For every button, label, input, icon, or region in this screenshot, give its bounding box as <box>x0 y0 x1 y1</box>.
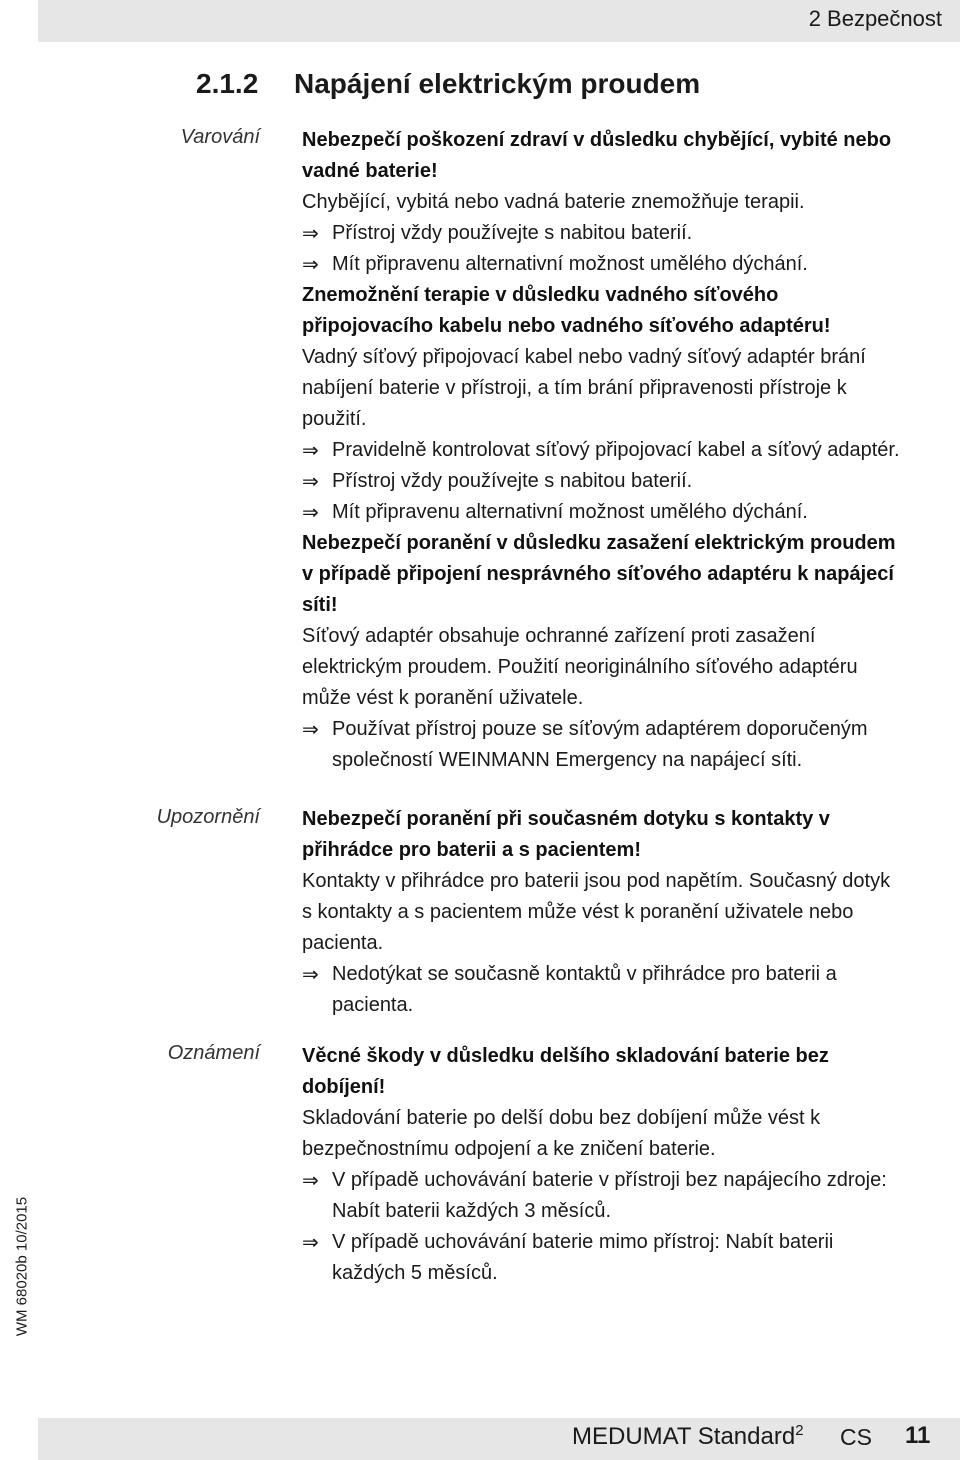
caution-text-line: Kontakty v přihrádce pro baterii jsou pod napětím. Současný dotyk <box>302 870 891 892</box>
caution-heading-line: Nebezpečí poranění při současném dotyku s kontakty v <box>302 808 830 830</box>
notice-text-line: bezpečnostnímu odpojení a ke zničení baterie. <box>302 1138 716 1160</box>
page-number: 11 <box>905 1422 931 1449</box>
document-code: WM 68020b 10/2015 <box>13 1196 31 1337</box>
arrow-icon: ⇒ <box>302 1230 319 1254</box>
warning-block <box>302 125 954 776</box>
warning-text-line: Chybějící, vybitá nebo vadná baterie znemožňuje terapii. <box>302 191 805 213</box>
caution-text-line: pacienta. <box>302 932 384 954</box>
arrow-icon: ⇒ <box>302 1168 319 1192</box>
arrow-icon: ⇒ <box>302 962 319 986</box>
bullet-item: ⇒ Nedotýkat se současně kontaktů v přihrádce pro baterii a pacienta. <box>302 959 954 1021</box>
footer-product <box>572 1422 804 1451</box>
notice-block <box>302 1041 954 1289</box>
caution-text-line: s kontakty a s pacientem může vést k poranění uživatele nebo <box>302 901 854 923</box>
bullet-item: ⇒ V případě uchovávání baterie mimo přístroj: Nabít baterii každých 5 měsíců. <box>302 1227 954 1289</box>
warning-heading-line: síti! <box>302 594 338 616</box>
bullet-item: ⇒ Přístroj vždy používejte s nabitou baterií. <box>302 218 954 249</box>
warning-text-line: elektrickým proudem. Použití neoriginálního síťového adaptéru <box>302 656 858 678</box>
warning-text-line: může vést k poranění uživatele. <box>302 687 584 709</box>
warning-text-line: použití. <box>302 408 367 430</box>
warning-heading-line: připojovacího kabelu nebo vadného síťového adaptéru! <box>302 315 831 337</box>
section-heading <box>196 68 700 100</box>
bullet-item: ⇒ Přístroj vždy používejte s nabitou baterií. <box>302 466 954 497</box>
footer-language: CS <box>840 1424 872 1450</box>
warning-heading-line: Znemožnění terapie v důsledku vadného síťového <box>302 284 779 306</box>
chapter-title: 2 Bezpečnost <box>808 6 942 31</box>
arrow-icon: ⇒ <box>302 469 319 493</box>
product-name: MEDUMAT Standard <box>572 1423 796 1450</box>
warning-heading-line: vadné baterie! <box>302 160 438 182</box>
warning-heading-line: Nebezpečí poškození zdraví v důsledku chybějící, vybité nebo <box>302 129 892 151</box>
warning-label: Varování <box>180 126 260 148</box>
caution-heading-line: přihrádce pro baterii a s pacientem! <box>302 839 641 861</box>
arrow-icon: ⇒ <box>302 252 319 276</box>
arrow-icon: ⇒ <box>302 221 319 245</box>
bullet-item: ⇒ Mít připravenu alternativní možnost umělého dýchání. <box>302 497 954 528</box>
warning-text-line: nabíjení baterie v přístroji, a tím brání připravenosti přístroje k <box>302 377 847 399</box>
bullet-item: ⇒ V případě uchovávání baterie v přístroji bez napájecího zdroje: Nabít baterii každých 3 měsíců. <box>302 1165 954 1227</box>
header-bar <box>38 0 960 42</box>
caution-block <box>302 804 954 1021</box>
warning-text-line: Vadný síťový připojovací kabel nebo vadný síťový adaptér brání <box>302 346 866 368</box>
arrow-icon: ⇒ <box>302 500 319 524</box>
notice-label: Oznámení <box>167 1042 260 1064</box>
product-superscript: 2 <box>795 1422 804 1439</box>
bullet-item: ⇒ Používat přístroj pouze se síťovým adaptérem doporučeným společností WEINMANN Emergency na napájecí síti. <box>302 714 954 776</box>
warning-heading-line: Nebezpečí poranění v důsledku zasažení elektrickým proudem <box>302 532 896 554</box>
bullet-item: ⇒ Mít připravenu alternativní možnost umělého dýchání. <box>302 249 954 280</box>
warning-text-line: Síťový adaptér obsahuje ochranné zařízení proti zasažení <box>302 625 816 647</box>
arrow-icon: ⇒ <box>302 717 319 741</box>
section-number: 2.1.2 <box>196 68 259 99</box>
section-title: Napájení elektrickým proudem <box>294 68 701 99</box>
arrow-icon: ⇒ <box>302 438 319 462</box>
footer-bar <box>38 1418 960 1460</box>
notice-heading-line: Věcné škody v důsledku delšího skladování baterie bez <box>302 1045 829 1067</box>
notice-text-line: Skladování baterie po delší dobu bez dobíjení může vést k <box>302 1107 821 1129</box>
caution-label: Upozornění <box>156 806 260 828</box>
bullet-item: ⇒ Pravidelně kontrolovat síťový připojovací kabel a síťový adaptér. <box>302 435 954 466</box>
warning-heading-line: v případě připojení nesprávného síťového adaptéru k napájecí <box>302 563 894 585</box>
notice-heading-line: dobíjení! <box>302 1076 386 1098</box>
